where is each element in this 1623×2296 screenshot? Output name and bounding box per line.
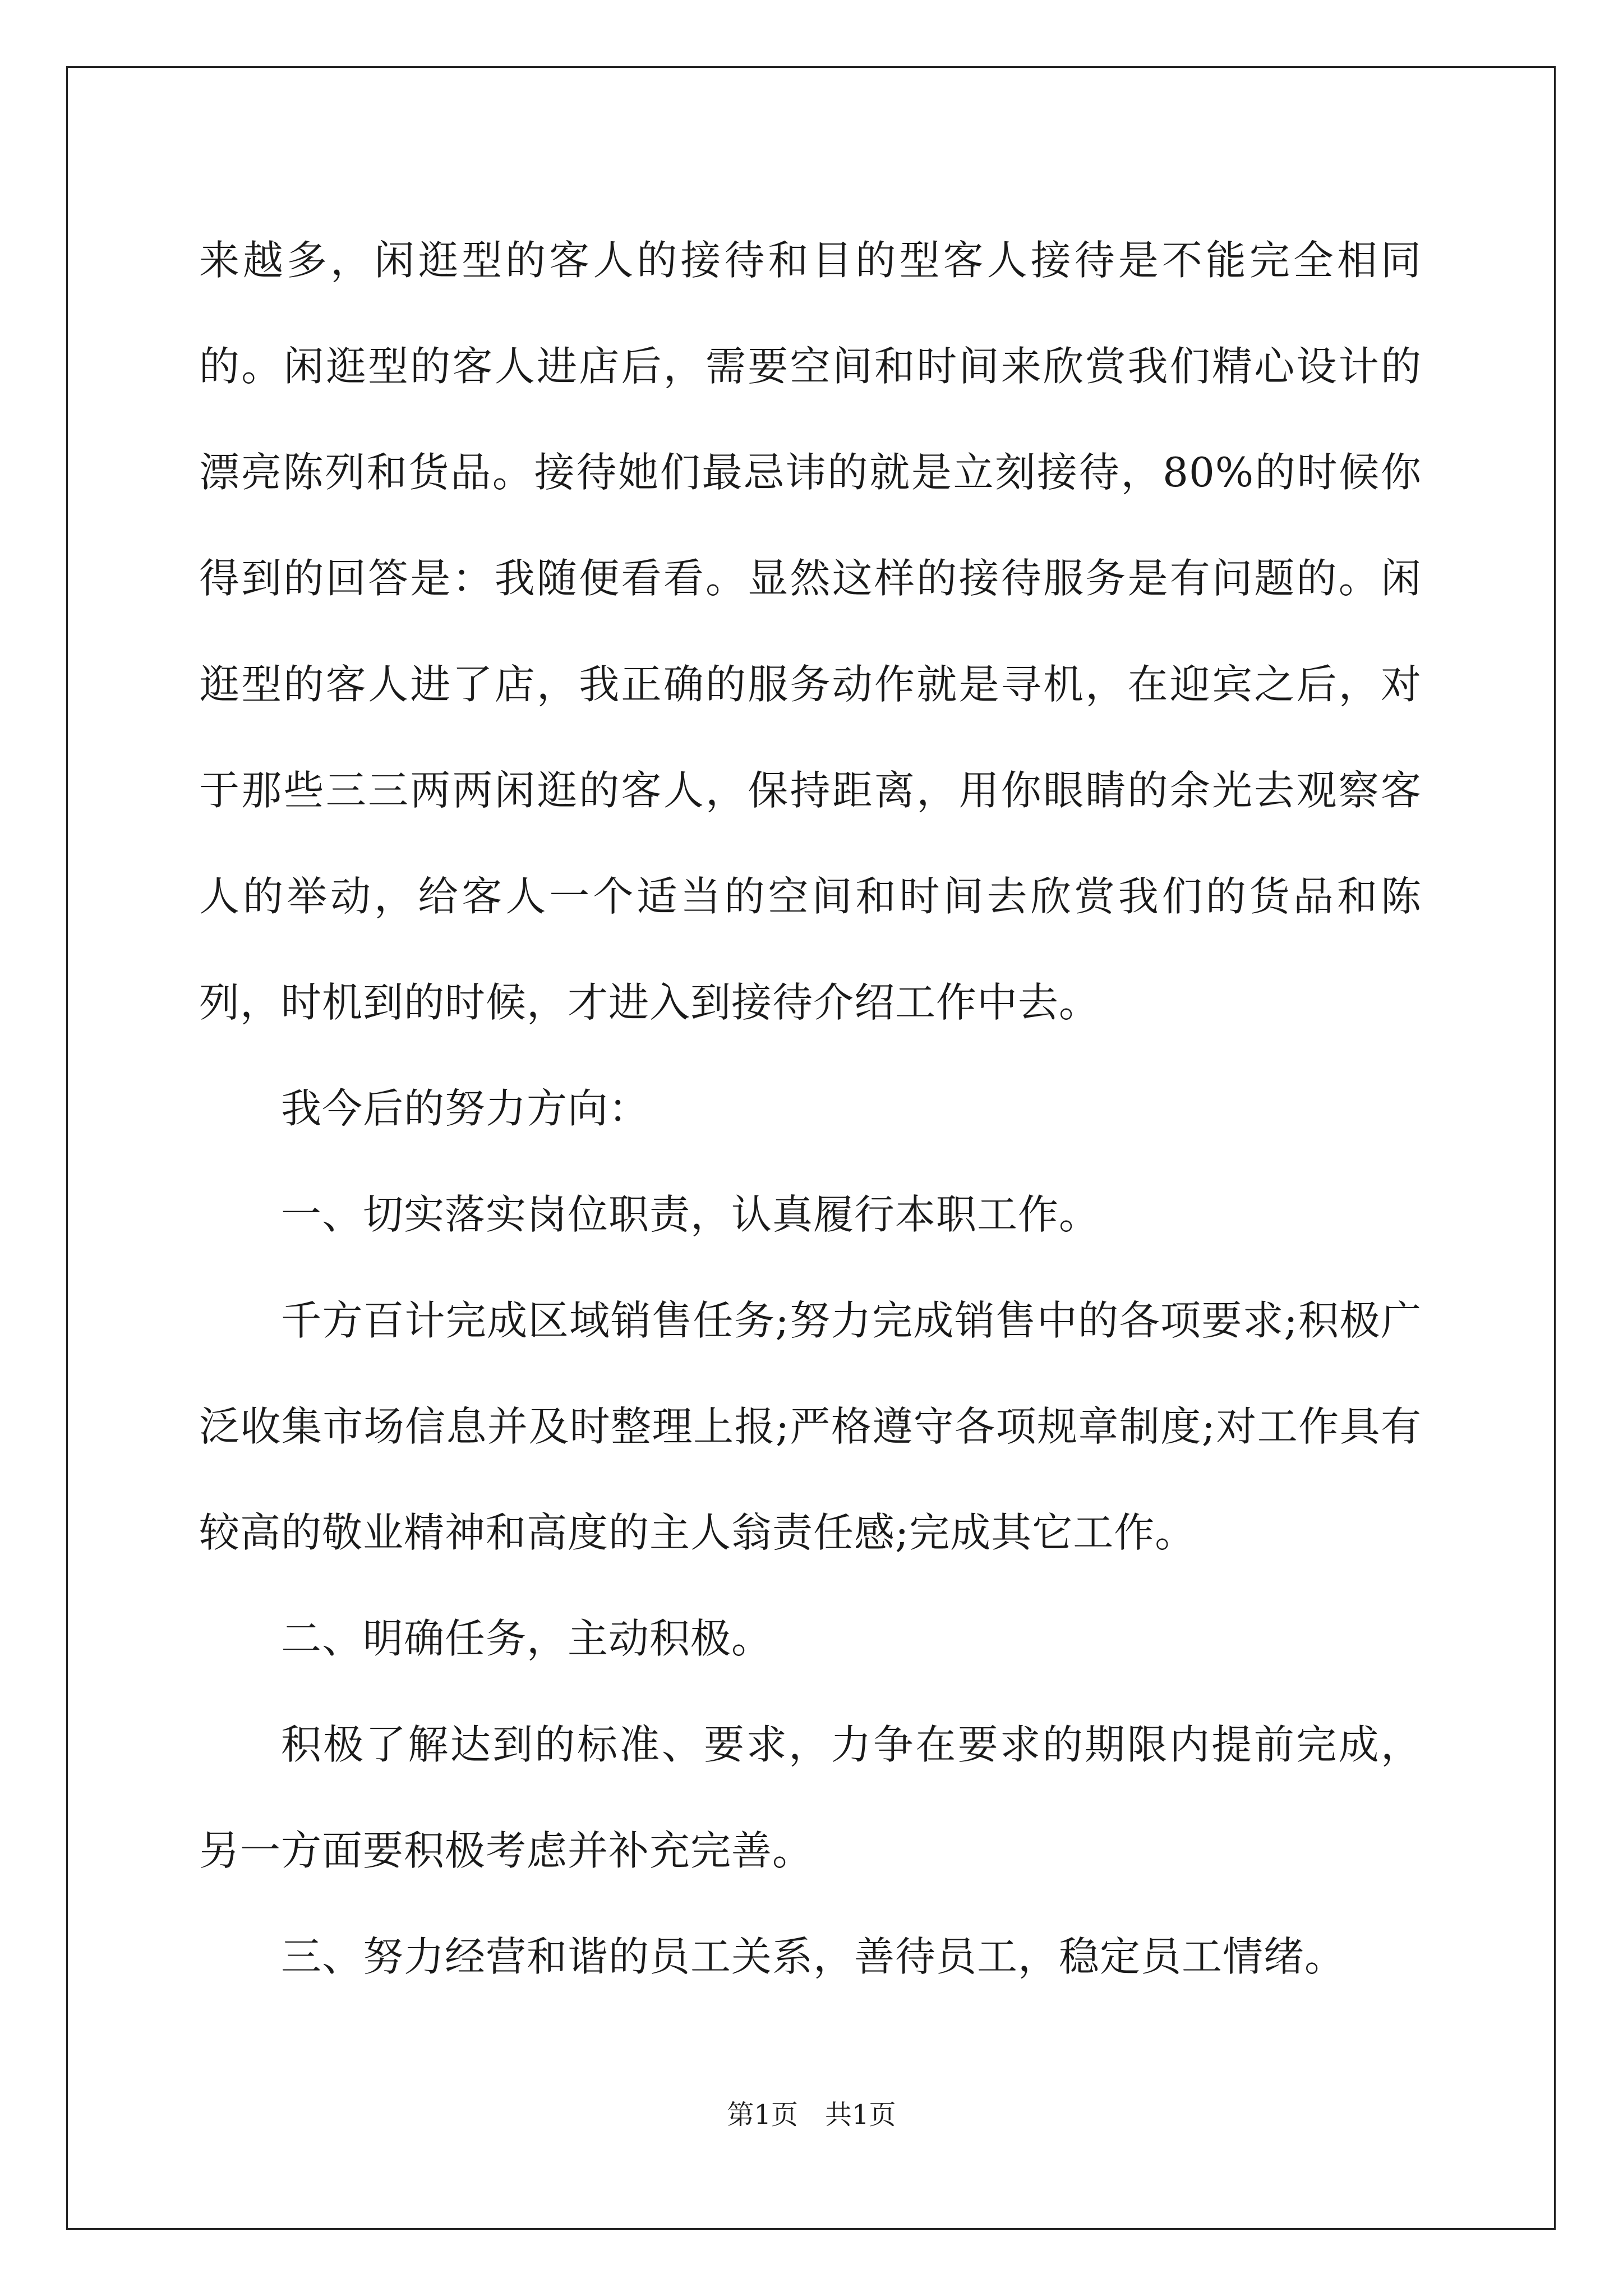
paragraph: 我今后的努力方向： [281, 1085, 650, 1132]
section-heading: 一、切实落实岗位职责，认真履行本职工作。 [281, 1191, 1100, 1238]
section-heading: 三、努力经营和谐的员工关系，善待员工，稳定员工情绪。 [281, 1933, 1346, 1980]
paragraph: 积极了解达到的标准、要求，力争在要求的期限内提前完成，另一方面要积极考虑并补充完善。 [199, 1721, 1422, 1874]
paragraph: 来越多，闲逛型的客人的接待和目的型客人接待是不能完全相同的。闲逛型的客人进店后，需要空间和时间来欣赏我们精心设计的漂亮陈列和货品。接待她们最忌讳的就是立刻接待，80%的时候你得到的回答是：我随便看看。显然这样的接待服务是有问题的。闲逛型的客人进了店，我正确的服务动作就是寻机，在迎宾之后，对于那些三三两两闲逛的客人，保持距离，用你眼睛的余光去观察客人的举动，给客人一个适当的空间和时间去欣赏我们的货品和陈列，时机到的时候，才进入到接待介绍工作中去。 [199, 237, 1422, 1026]
document-body [199, 208, 1422, 2010]
section-heading: 二、明确任务，主动积极。 [281, 1615, 773, 1662]
paragraph: 千方百计完成区域销售任务;努力完成销售中的各项要求;积极广泛收集市场信息并及时整理上报;严格遵守各项规章制度;对工作具有较高的敬业精神和高度的主人翁责任感;完成其它工作。 [199, 1297, 1422, 1556]
page-footer [0, 2098, 1623, 2132]
page-number-label: 第1页 共1页 [727, 2099, 896, 2131]
